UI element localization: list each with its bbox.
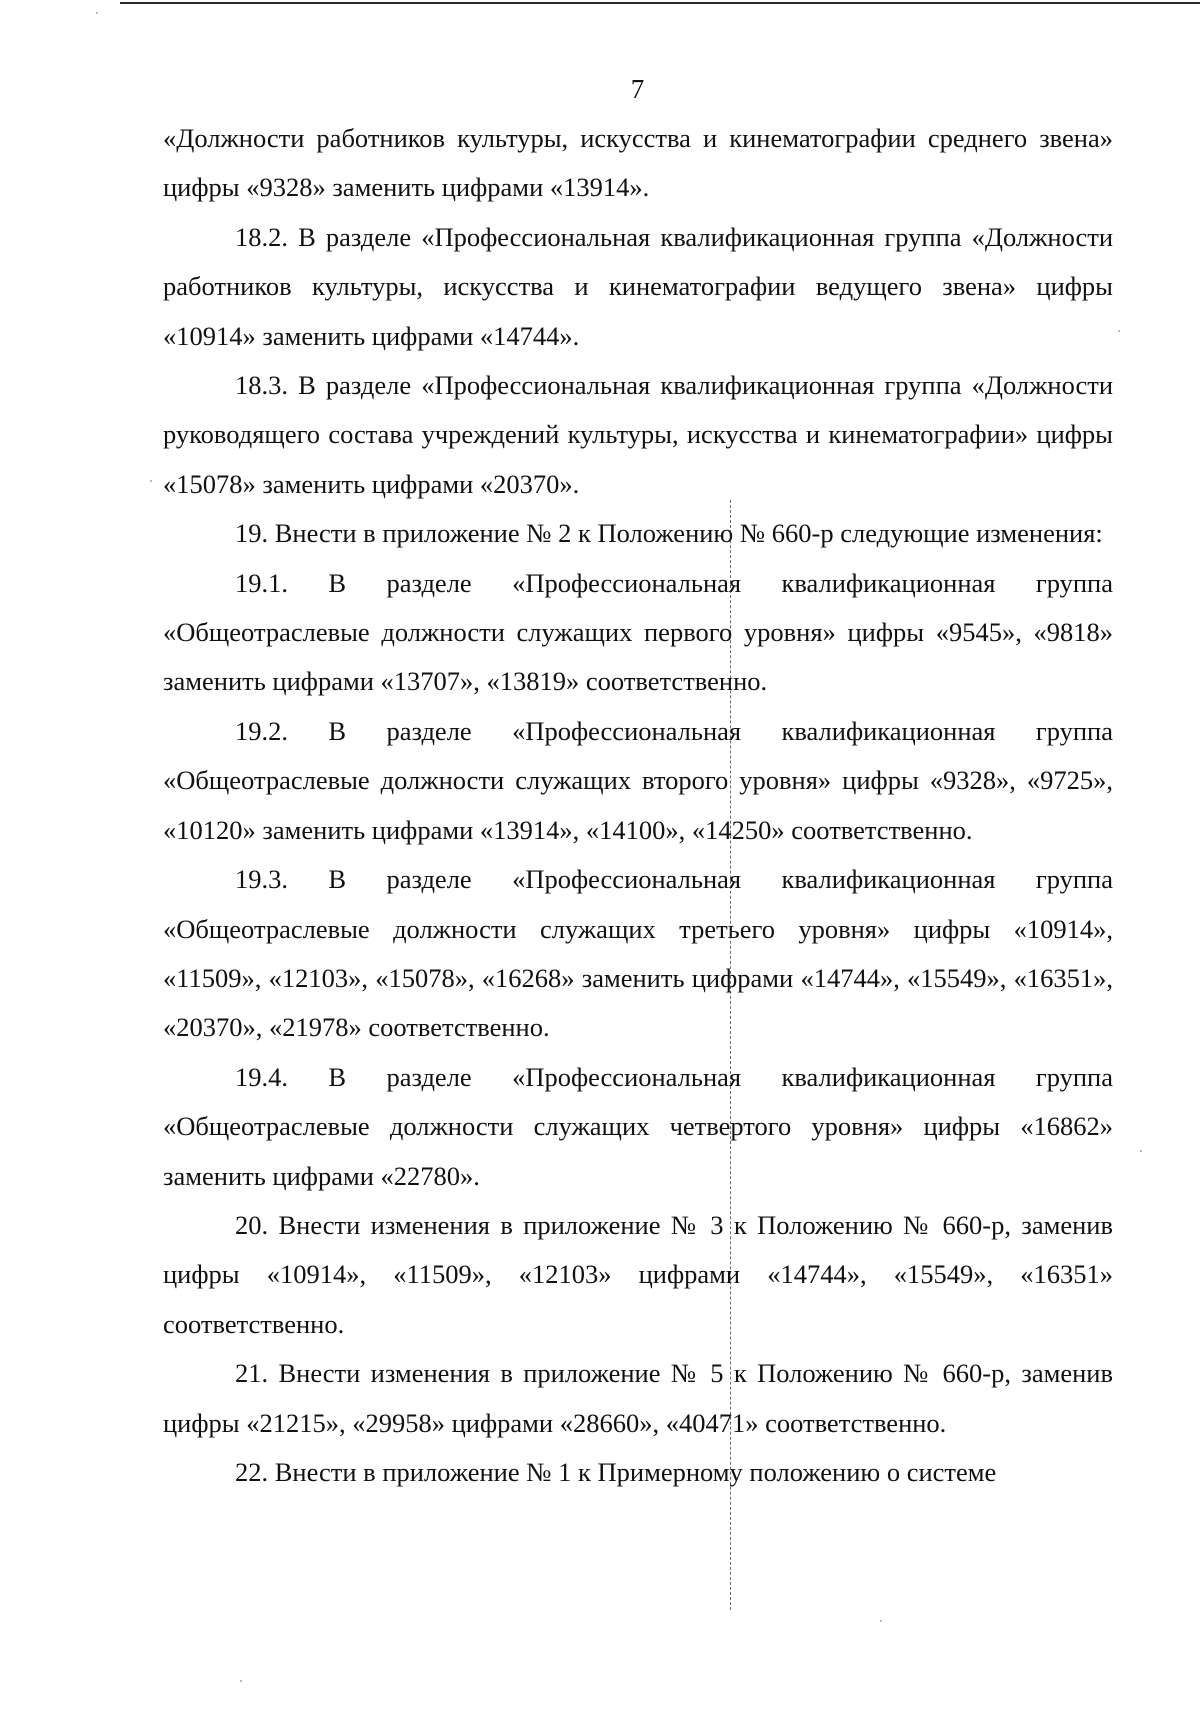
scan-speck	[240, 1680, 242, 1682]
scan-speck	[1118, 330, 1120, 332]
page-number: 7	[630, 74, 645, 104]
paragraph-18-3: 18.3. В разделе «Профессиональная квалификационная группа «Должности руководящего состава учреждений культуры, искусства и кинематографии» цифры «15078» заменить цифрами «20370».	[163, 370, 1113, 499]
scan-speck	[150, 480, 152, 482]
paragraph-19-4: 19.4. В разделе «Профессиональная квалификационная группа «Общеотраслевые должности служащих четвертого уровня» цифры «16862» заменить цифрами «22780».	[163, 1061, 1113, 1191]
scan-speck	[880, 1620, 882, 1622]
paragraph-18-2: 18.2. В разделе «Профессиональная квалификационная группа «Должности работников культуры, искусства и кинематографии ведущего звена» цифры «10914» заменить цифрами «14744».	[163, 221, 1113, 351]
paragraph-22: 22. Внести в приложение № 1 к Примерному положению о системе	[235, 1456, 997, 1487]
scan-speck	[96, 12, 98, 14]
scan-speck	[1140, 1150, 1142, 1152]
paragraph-continuation: «Должности работников культуры, искусства и кинематографии среднего звена» цифры «9328» заменить цифрами «13914».	[163, 123, 1113, 203]
scan-top-edge	[120, 2, 1200, 4]
scan-fold-line	[730, 500, 731, 1610]
paragraph-19: 19. Внести в приложение № 2 к Положению № 660-р следующие изменения:	[235, 518, 1103, 549]
paragraph-19-1: 19.1. В разделе «Профессиональная квалификационная группа «Общеотраслевые должности служащих первого уровня» цифры «9545», «9818» заменить цифрами «13707», «13819» соответственно.	[163, 567, 1113, 697]
document-body	[163, 114, 1113, 1497]
paragraph-20: 20. Внести изменения в приложение № 3 к Положению № 660-р, заменив цифры «10914», «11509», «12103» цифрами «14744», «15549», «16351» соответственно.	[163, 1209, 1113, 1339]
paragraph-21: 21. Внести изменения в приложение № 5 к Положению № 660-р, заменив цифры «21215», «29958» цифрами «28660», «40471» соответственно.	[163, 1358, 1113, 1438]
paragraph-19-2: 19.2. В разделе «Профессиональная квалификационная группа «Общеотраслевые должности служащих второго уровня» цифры «9328», «9725», «10120» заменить цифрами «13914», «14100», «14250» соответственно.	[163, 715, 1113, 845]
paragraph-19-3: 19.3. В разделе «Профессиональная квалификационная группа «Общеотраслевые должности служащих третьего уровня» цифры «10914», «11509», «12103», «15078», «16268» заменить цифрами «14744», «15549», «16351», «20370», «21978» соответственно.	[163, 864, 1113, 1043]
